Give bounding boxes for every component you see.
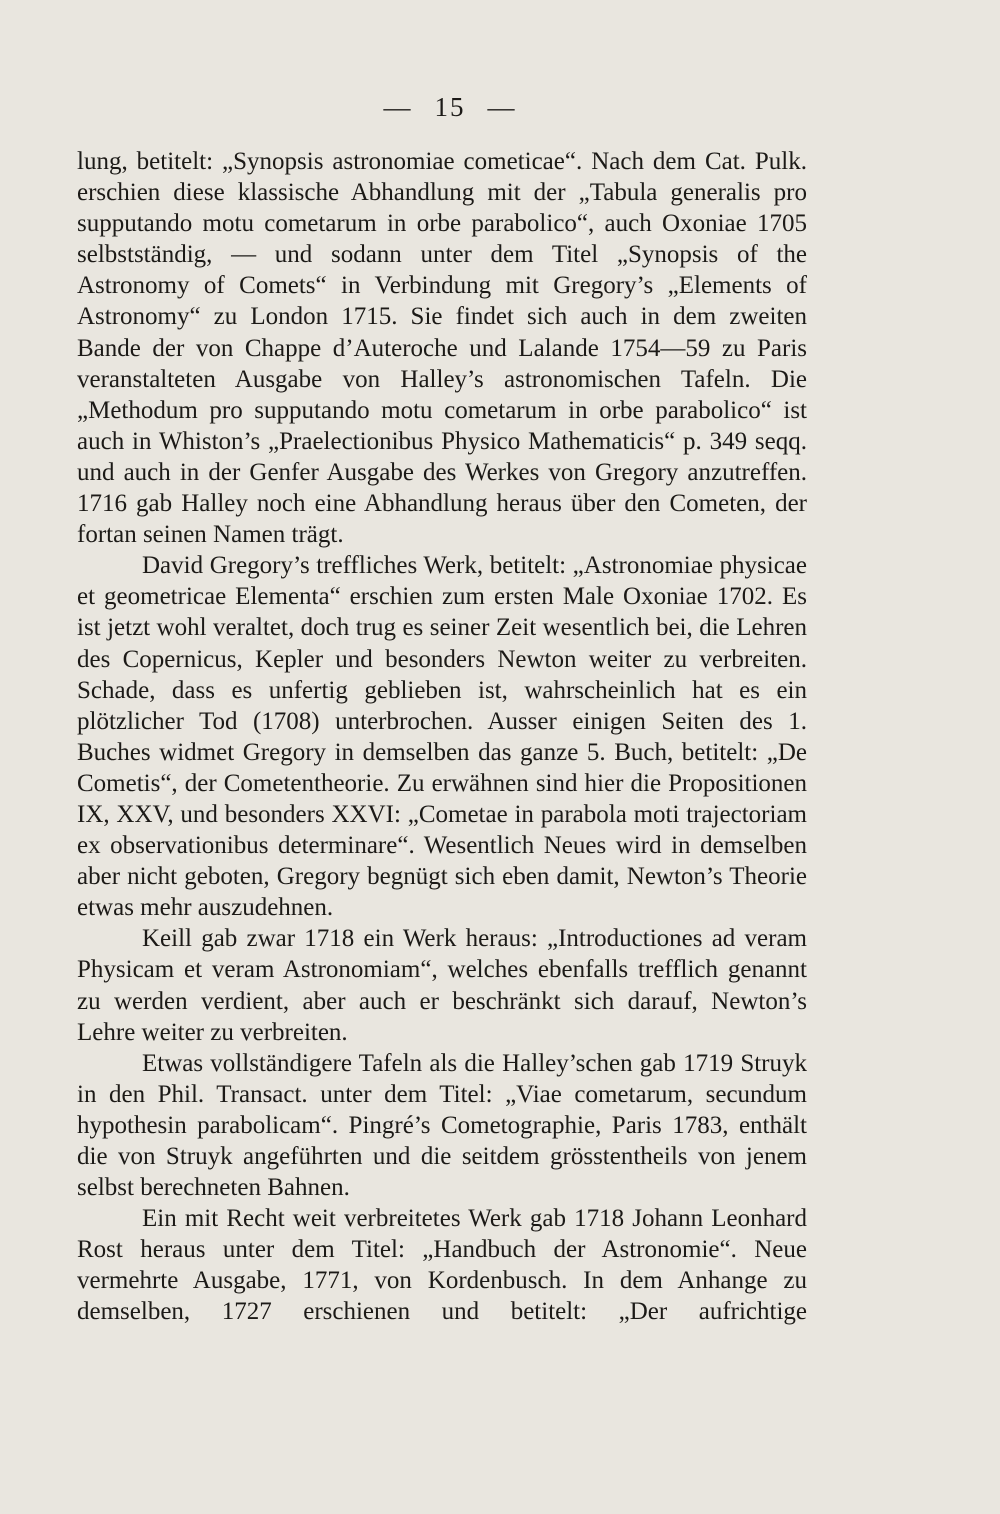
page-number-dash-left: — xyxy=(383,92,413,122)
paragraph-5: Ein mit Recht weit verbreitetes Werk gab 1718 Johann Leonhard Rost heraus unter dem Titel: „Handbuch der Astronomie“. Neue vermehrte Ausgabe, 1771, von Kordenbusch. In dem Anhange zu demselben, 1727 erschienen und betitelt: „Der aufrichtige xyxy=(77,1205,807,1326)
page-number-header xyxy=(0,92,900,123)
paragraph-3: Keill gab zwar 1718 ein Werk heraus: „Introductiones ad veram Physicam et veram Astronomiam“, welches ebenfalls trefflich genannt zu werden verdient, aber auch er beschränkt sich darauf, Newton’s Lehre weiter zu verbreiten. xyxy=(77,925,807,1046)
body-text xyxy=(77,146,807,1328)
page-number: 15 xyxy=(434,92,466,122)
paragraph-1: lung, betitelt: „Synopsis astronomiae cometicae“. Nach dem Cat. Pulk. erschien diese klassische Abhandlung mit der „Tabula generalis pro supputando motu cometarum in orbe parabolico“, auch Oxoniae 1705 selbstständig, — und sodann unter dem Titel „Synopsis of the Astronomy of Comets“ in Verbindung mit Gregory’s „Elements of Astronomy“ zu London 1715. Sie findet sich auch in dem zweiten Bande der von Chappe d’Auteroche und Lalande 1754—59 zu Paris veranstalteten Ausgabe von Halley’s astronomischen Tafeln. Die „Methodum pro supputando motu cometarum in orbe parabolico“ ist auch in Whiston’s „Praelectionibus Physico Mathematicis“ p. 349 seqq. und auch in der Genfer Ausgabe des Werkes von Gregory anzutreffen. 1716 gab Halley noch eine Abhandlung heraus über den Cometen, der fortan seinen Namen trägt. xyxy=(77,148,807,549)
page-number-dash-right: — xyxy=(487,92,517,122)
paragraph-2: David Gregory’s treffliches Werk, betitelt: „Astronomiae physicae et geometricae Elementa“ erschien zum ersten Male Oxoniae 1702. Es ist jetzt wohl veraltet, doch trug es seiner Zeit wesentlich bei, die Lehren des Copernicus, Kepler und besonders Newton weiter zu verbreiten. Schade, dass es unfertig geblieben ist, wahrscheinlich hat es ein plötzlicher Tod (1708) unterbrochen. Ausser einigen Seiten des 1. Buches widmet Gregory in demselben das ganze 5. Buch, betitelt: „De Cometis“, der Cometentheorie. Zu erwähnen sind hier die Propositionen IX, XXV, und besonders XXVI: „Cometae in parabola moti trajectoriam ex observationibus determinare“. Wesentlich Neues wird in demselben aber nicht geboten, Gregory begnügt sich eben damit, Newton’s Theorie etwas mehr auszudehnen. xyxy=(77,552,807,922)
paragraph-4: Etwas vollständigere Tafeln als die Halley’schen gab 1719 Struyk in den Phil. Transact. unter dem Titel: „Viae cometarum, secundum hypothesin parabolicam“. Pingré’s Cometographie, Paris 1783, enthält die von Struyk angeführten und die seitdem grösstentheils von jenem selbst berechneten Bahnen. xyxy=(77,1049,807,1202)
